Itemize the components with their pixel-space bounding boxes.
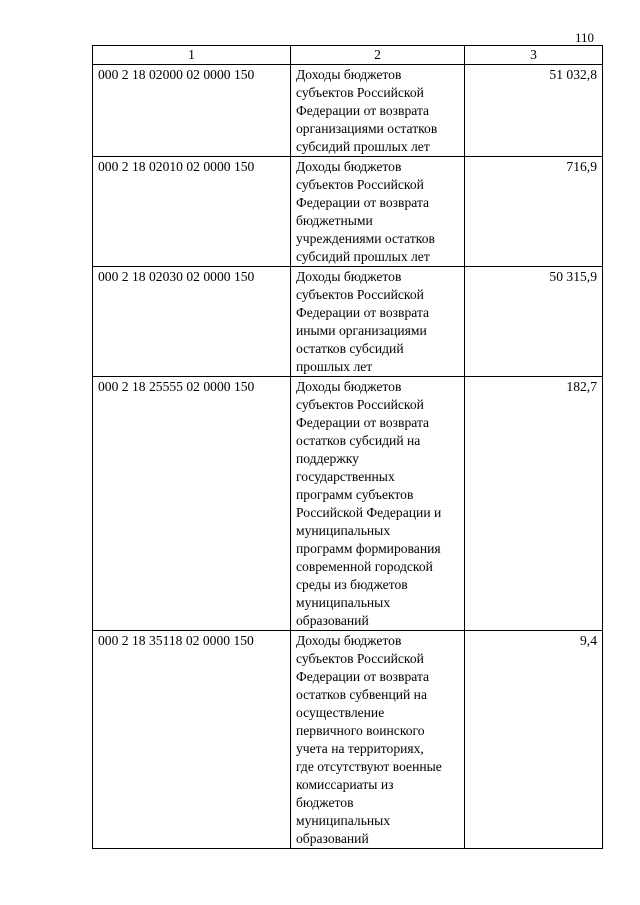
revenue-name-line: организациями остатков [296,121,438,136]
revenue-name-line: Российской Федерации и [296,505,442,520]
amount-cell: 716,9 [465,157,603,267]
revenue-name-cell [291,267,465,377]
revenue-name-line: первичного воинского [296,723,425,738]
revenue-name-line: осуществление [296,705,385,720]
column-header-3: 3 [465,46,603,65]
amount-cell: 50 315,9 [465,267,603,377]
revenue-name-line: учреждениями остатков [296,231,435,246]
revenue-name-cell [291,631,465,849]
column-header-2: 2 [291,46,465,65]
revenue-name-line: поддержку [296,451,359,466]
table-header-row [93,46,603,65]
revenue-name-line: Доходы бюджетов [296,67,402,82]
revenue-name-line: Федерации от возврата [296,305,430,320]
revenue-name-line: муниципальных [296,595,391,610]
revenue-name-line: Федерации от возврата [296,195,430,210]
revenue-name-line: муниципальных [296,813,391,828]
revenue-name-line: среды из бюджетов [296,577,408,592]
revenue-name-line: учета на территориях, [296,741,424,756]
revenue-name-line: Доходы бюджетов [296,379,402,394]
revenue-name-line: остатков субсидий на [296,433,421,448]
revenue-name-line: субъектов Российской [296,177,424,192]
table-row [93,267,603,377]
revenue-name-line: государственных [296,469,395,484]
table-row [93,65,603,157]
amount-cell: 51 032,8 [465,65,603,157]
revenue-name-line: программ формирования [296,541,441,556]
budget-revenue-table [92,45,603,849]
revenue-name-cell [291,65,465,157]
amount-cell: 9,4 [465,631,603,849]
revenue-name-cell [291,157,465,267]
revenue-name-line: остатков субвенций на [296,687,427,702]
revenue-code-cell: 000 2 18 02030 02 0000 150 [93,267,291,377]
column-header-1: 1 [93,46,291,65]
revenue-name-line: прошлых лет [296,359,373,374]
revenue-name-line: субъектов Российской [296,287,424,302]
revenue-name-line: образований [296,831,369,846]
revenue-name-line: Федерации от возврата [296,415,430,430]
revenue-name-line: комиссариаты из [296,777,394,792]
revenue-name-line: субъектов Российской [296,85,424,100]
revenue-name-line: Доходы бюджетов [296,269,402,284]
revenue-name-line: бюджетными [296,213,373,228]
revenue-name-line: бюджетов [296,795,354,810]
revenue-name-line: образований [296,613,369,628]
revenue-name-line: муниципальных [296,523,391,538]
revenue-name-line: Федерации от возврата [296,669,430,684]
revenue-name-line: Доходы бюджетов [296,159,402,174]
revenue-name-cell [291,377,465,631]
amount-cell: 182,7 [465,377,603,631]
page-number: 110 [574,30,594,45]
revenue-name-line: современной городской [296,559,433,574]
revenue-name-line: субъектов Российской [296,397,424,412]
revenue-name-line: субъектов Российской [296,651,424,666]
revenue-name-line: Доходы бюджетов [296,633,402,648]
revenue-code-cell: 000 2 18 25555 02 0000 150 [93,377,291,631]
table-row [93,157,603,267]
revenue-name-line: программ субъектов [296,487,414,502]
table-row [93,377,603,631]
revenue-name-line: субсидий прошлых лет [296,139,430,154]
revenue-code-cell: 000 2 18 02000 02 0000 150 [93,65,291,157]
revenue-name-line: где отсутствуют военные [296,759,442,774]
revenue-name-line: иными организациями [296,323,427,338]
revenue-name-line: остатков субсидий [296,341,404,356]
revenue-code-cell: 000 2 18 35118 02 0000 150 [93,631,291,849]
table-row [93,631,603,849]
revenue-name-line: Федерации от возврата [296,103,430,118]
revenue-code-cell: 000 2 18 02010 02 0000 150 [93,157,291,267]
revenue-name-line: субсидий прошлых лет [296,249,430,264]
